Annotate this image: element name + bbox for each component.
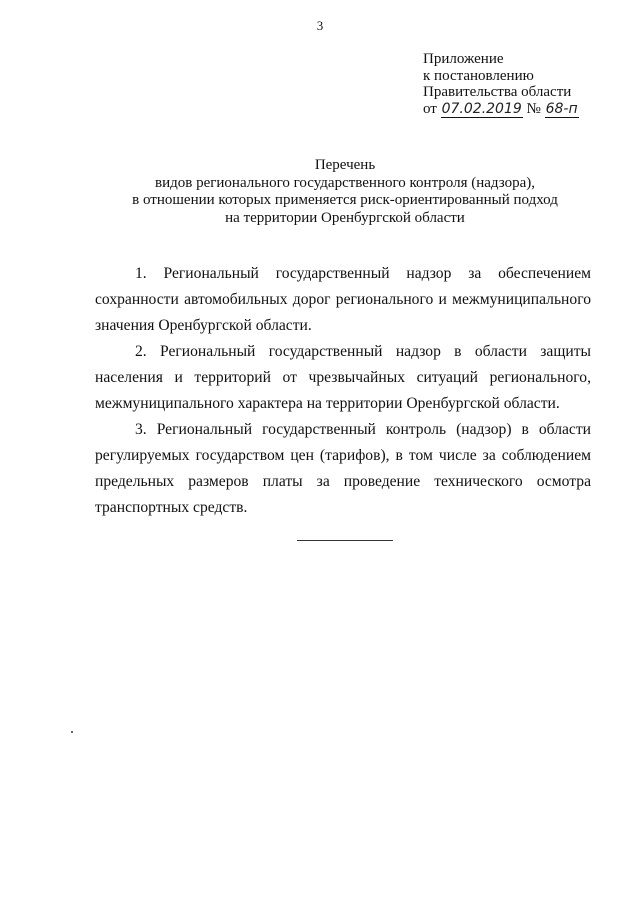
stray-dot-mark <box>71 731 73 733</box>
list-item-3: 3. Региональный государственный контроль (надзор) в области регулируемых государством цен (тарифов), в том числе за соблюдением предельных размеров платы за проведение технического осмотра транспортных средств. <box>95 421 591 516</box>
handwritten-number: 68-п <box>545 100 578 117</box>
appendix-government-line: Правительства области <box>423 84 572 100</box>
control-types-list <box>95 261 591 521</box>
page-number: 3 <box>316 18 324 33</box>
handwritten-date: 07.02.2019 <box>441 100 522 117</box>
date-prefix: от <box>423 100 437 117</box>
appendix-title: Приложение <box>423 51 504 67</box>
title-heading: Перечень <box>314 157 376 173</box>
list-item-2: 2. Региональный государственный надзор в области защиты населения и территорий от чрезвычайных ситуаций регионального, межмуниципального характера на территории Оренбургской области. <box>95 343 591 412</box>
list-item-1: 1. Региональный государственный надзор за обеспечением сохранности автомобильных дорог регионального и межмуниципального значения Оренбургской области. <box>95 265 591 334</box>
appendix-date-number-line <box>423 101 579 118</box>
appendix-header <box>423 51 579 118</box>
title-line-2: видов регионального государственного контроля (надзора), <box>155 174 535 191</box>
title-line-3: в отношении которых применяется риск-ориентированный подход <box>132 192 558 208</box>
number-prefix: № <box>526 100 541 117</box>
title-line-4: на территории Оренбургской области <box>225 209 465 226</box>
appendix-resolution-line: к постановлению <box>423 67 534 84</box>
document-title <box>0 157 640 227</box>
closing-divider <box>297 540 393 541</box>
